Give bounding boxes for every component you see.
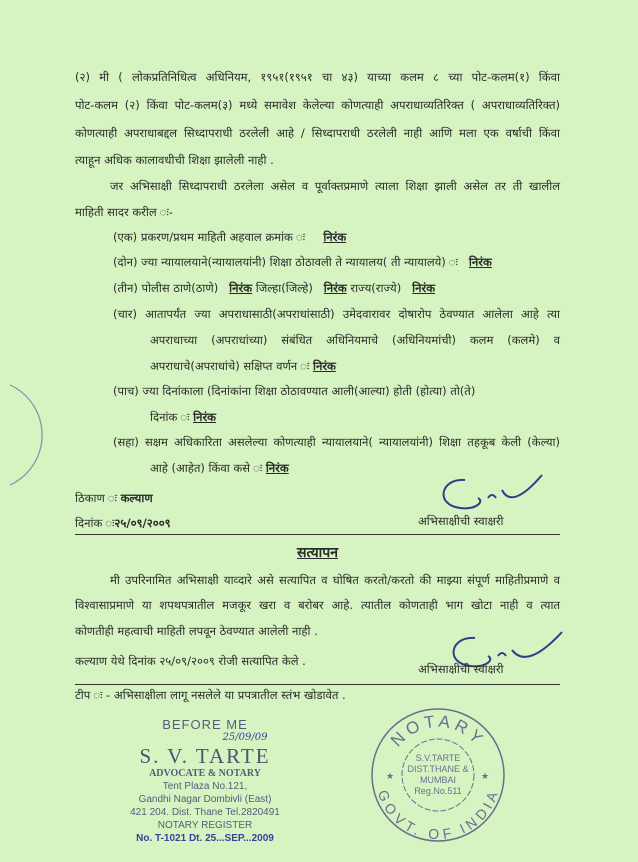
nil-value: निरंक bbox=[193, 410, 216, 424]
svg-text:NOTARY bbox=[387, 712, 489, 751]
verification-place-date: कल्याण येथे दिनांक २५/०९/२००९ रोजी सत्यापित केले . bbox=[75, 654, 306, 668]
stamp-address-1: Tent Plaza No.121, bbox=[162, 781, 248, 792]
star-icon: ★ bbox=[386, 772, 395, 782]
seal-line-4: Reg.No.511 bbox=[414, 786, 462, 796]
signature-label: अभिसाक्षीची स्वाक्षरी bbox=[418, 514, 504, 528]
seal-top-text: NOTARY bbox=[386, 711, 490, 751]
item-teen-label-c: राज्य(राज्ये) bbox=[350, 281, 402, 295]
notary-seal bbox=[368, 705, 508, 845]
star-icon: ★ bbox=[481, 772, 490, 782]
divider bbox=[75, 684, 560, 685]
verification-title: सत्यापन bbox=[297, 545, 338, 561]
note: टीप ः - अभिसाक्षीला लागू नसलेले या प्रपत्रातील स्तंभ खोडावेत . bbox=[75, 688, 346, 702]
signature-label: अभिसाक्षीची स्वाक्षरी bbox=[418, 662, 504, 676]
place-label: ठिकाण ः bbox=[75, 491, 117, 505]
item-saha-label: आहे (आहेत) किंवा कसे ः bbox=[150, 461, 263, 475]
item-don-label: (दोन) ज्या न्यायालयाने(न्यायालयांनी) शिक्षा ठोठावली ते न्यायालय( ती न्यायालये) ः bbox=[113, 255, 458, 269]
nil-value: निरंक bbox=[323, 230, 347, 244]
stamp-before-me: BEFORE ME bbox=[162, 717, 248, 732]
nil-value: निरंक bbox=[323, 281, 347, 295]
stamp-reg-no: No. T-1021 Dt. 25...SEP...2009 bbox=[136, 833, 274, 844]
stamp-title: ADVOCATE & NOTARY bbox=[149, 768, 261, 779]
item-char-line3 bbox=[150, 359, 336, 374]
para1-line2: पोट-कलम (२) किंवा पोट-कलम(३) मध्ये समावेश केलेल्या कोणत्याही अपराधाव्यतिरिक्त ( अपराधाव्यतिरिक्त) bbox=[75, 98, 560, 112]
stamp-handwritten-date: 25/09/09 bbox=[222, 732, 268, 743]
verification-line2: विश्वासाप्रमाणे या शपथपत्रातील मजकूर खरा व बरोबर आहे. त्यातील कोणताही भाग खोटा नाही व त्यात bbox=[75, 598, 560, 612]
signature-image bbox=[430, 470, 550, 515]
item-char-label: अपराधाचे(अपराधांचे) सक्षिप्त वर्णन ः bbox=[150, 359, 310, 373]
place-line bbox=[75, 491, 153, 506]
item-saha-line2 bbox=[150, 461, 289, 476]
item-pach-label: दिनांक ः bbox=[150, 410, 190, 424]
item-saha-line1: (सहा) सक्षम अधिकारिता असलेल्या कोणत्याही न्यायालयाने( न्यायालयांनी) शिक्षा तहकूब केली (केल्या) bbox=[113, 435, 560, 449]
place-value: कल्याण bbox=[120, 491, 153, 505]
item-char-line1: (चार) आतापर्यंत ज्या अपराधासाठी(अपराधांसाठी) उमेदवारावर दोषारोप ठेवण्यात आलेला आहे त्या bbox=[113, 307, 560, 321]
item-pach-line1: (पाच) ज्या दिनांकाला (दिनांकांना शिक्षा ठोठावण्यात आली(आल्या) होती (होत्या) तो(ते) bbox=[113, 384, 476, 398]
item-teen-label-b: जिल्हा(जिल्हे) bbox=[255, 281, 313, 295]
item-teen-label-a: (तीन) पोलीस ठाणे(ठाणे) bbox=[113, 281, 219, 295]
nil-value: निरंक bbox=[468, 255, 492, 269]
stamp-address-3: 421 204. Dist. Thane Tel.2820491 bbox=[130, 807, 280, 818]
nil-value: निरंक bbox=[412, 281, 436, 295]
para2-line2: माहिती सादर करील ः- bbox=[75, 205, 173, 219]
para1-line3: कोणत्याही अपराधाबद्दल सिध्दापराधी ठरलेली आहे / सिध्दापराधी ठरलेली नाही आणि मला एक वर्षाची किंवा bbox=[75, 126, 560, 140]
item-don bbox=[113, 255, 492, 270]
nil-value: निरंक bbox=[229, 281, 253, 295]
verification-line1: मी उपरिनामित अभिसाक्षी याव्दारे असे सत्यापित व घोषित करतो/करतो की माझ्या संपूर्ण माहितीप्रमाणे व bbox=[110, 573, 560, 587]
partial-seal-edge bbox=[0, 380, 60, 490]
seal-bottom-text: GOVT. OF INDIA bbox=[374, 787, 502, 843]
date-line bbox=[75, 516, 171, 531]
seal-line-3: MUMBAI bbox=[420, 775, 456, 785]
item-ek bbox=[113, 230, 346, 245]
seal-line-2: DIST.THANE & bbox=[407, 764, 469, 774]
seal-line-1: S.V.TARTE bbox=[415, 753, 461, 763]
divider bbox=[75, 534, 560, 535]
para2-line1: जर अभिसाक्षी सिध्दापराधी ठरलेला असेल व पूर्वाक्तप्रमाणे त्याला शिक्षा झाली असेल तर ती खालील bbox=[110, 179, 560, 193]
stamp-name: S. V. TARTE bbox=[139, 744, 271, 768]
verification-line3: कोणतीही महत्वाची माहिती लपवून ठेवण्यात आलेली नाही . bbox=[75, 624, 318, 638]
para1-line1: (२) मी ( लोकप्रतिनिधित्व अधिनियम, १९५१(१९५१ चा ४३) याच्या कलम ८ च्या पोट-कलम(१) किंवा bbox=[75, 70, 560, 84]
nil-value: निरंक bbox=[265, 461, 289, 475]
para1-line4: त्याहून अधिक कालावधीची शिक्षा झालेली नाही . bbox=[75, 153, 274, 167]
date-value: २५/०९/२००९ bbox=[114, 516, 171, 530]
date-label: दिनांक ः bbox=[75, 516, 115, 530]
nil-value: निरंक bbox=[312, 359, 336, 373]
notary-rubber-stamp bbox=[95, 718, 315, 845]
item-ek-label: (एक) प्रकरण/प्रथम माहिती अहवाल क्रमांक ः bbox=[113, 230, 306, 244]
item-pach-line2 bbox=[150, 410, 216, 425]
stamp-address-2: Gandhi Nagar Dombivli (East) bbox=[138, 794, 272, 805]
item-char-line2: अपराधाच्या (अपराधांच्या) संबंधित अधिनियमाचे (अधिनियमांची) कलम (कलमे) व bbox=[150, 333, 560, 347]
stamp-register: NOTARY REGISTER bbox=[157, 820, 253, 831]
item-teen bbox=[113, 281, 435, 296]
